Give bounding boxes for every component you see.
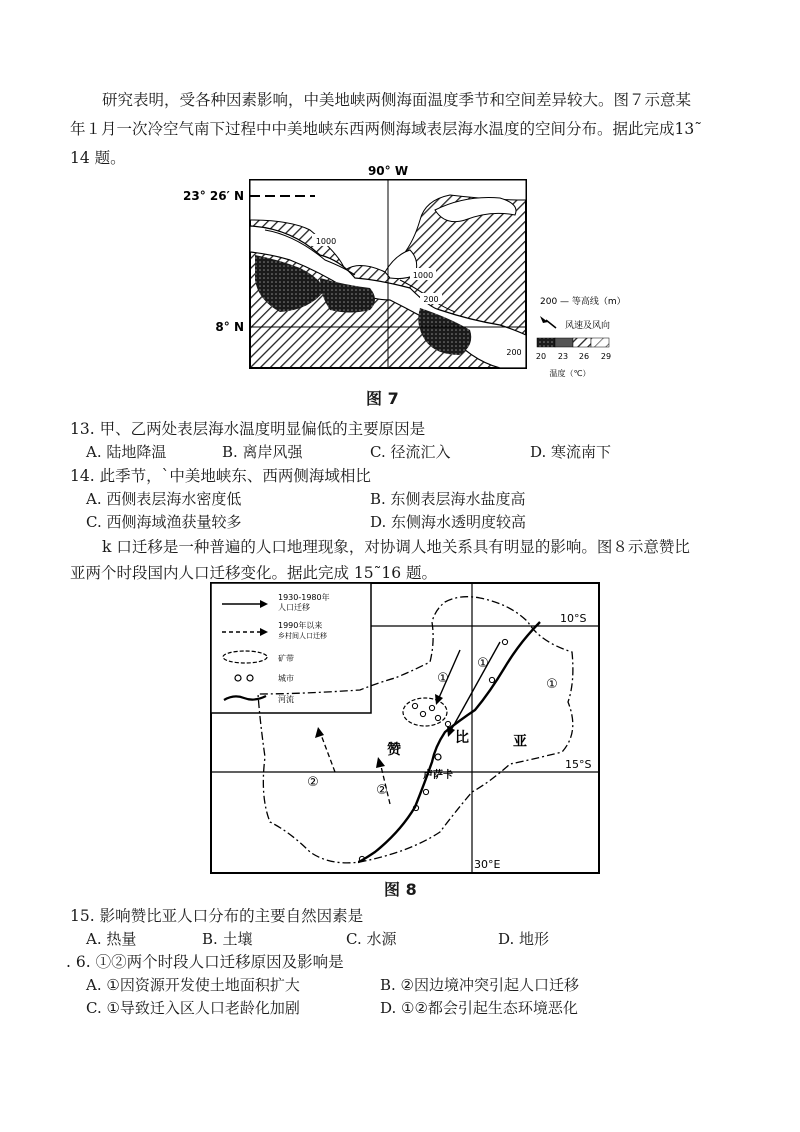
- fig8-marker-1: ①: [437, 671, 449, 686]
- q15-option-b[interactable]: B. 土壤: [202, 930, 253, 948]
- figure-7-map: [170, 160, 660, 385]
- figure-8-caption: 图 8: [384, 880, 417, 899]
- fig7-legend-contour: 200 — 等高线（m）: [540, 297, 626, 307]
- fig7-contour-label: 1000: [315, 237, 337, 246]
- question-16-stem: . 6. ①②两个时段人口迁移原因及影响是: [66, 953, 344, 971]
- fig7-scale-title: 温度（℃）: [549, 369, 591, 378]
- fig8-lat10-label: 10°S: [560, 612, 587, 625]
- fig7-lat-top: 23° 26′ N: [183, 189, 244, 203]
- fig7-lat-bottom: 8° N: [215, 320, 244, 334]
- intro2-line2: 亚两个时段国内人口迁移变化。据此完成 15˜16 题。: [70, 564, 438, 582]
- fig7-contour-label: 1000: [412, 271, 434, 280]
- intro2-line1: k 口迁移是一种普遍的人口地理现象，对协调人地关系具有明显的影响。图８示意赞比: [102, 538, 690, 556]
- fig7-scale-value: 23: [557, 352, 569, 361]
- question-13-stem: 13. 甲、乙两处表层海水温度明显偏低的主要原因是: [70, 420, 426, 438]
- q15-option-c[interactable]: C. 水源: [346, 930, 397, 948]
- q13-option-c[interactable]: C. 径流汇入: [370, 443, 451, 461]
- question-15-stem: 15. 影响赞比亚人口分布的主要自然因素是: [70, 907, 364, 925]
- intro1-line2: 年１月一次冷空气南下过程中中美地峡东西两侧海域表层海水温度的空间分布。据此完成13˜: [70, 120, 702, 138]
- question-14-stem: 14. 此季节，`中美地峡东、西两侧海域相比: [70, 467, 371, 485]
- fig8-legend-item5: 河流: [278, 695, 294, 704]
- q16-option-a[interactable]: A. ①因资源开发使土地面积扩大: [86, 976, 300, 994]
- fig7-scale-value: 20: [535, 352, 547, 361]
- fig8-legend-item1-a: 1930-1980年: [278, 593, 330, 602]
- q16-option-b[interactable]: B. ②因边境冲突引起人口迁移: [380, 976, 580, 994]
- q14-option-c[interactable]: C. 西侧海域渔获量较多: [86, 513, 242, 531]
- intro1-line3: 14 题。: [70, 149, 126, 167]
- q16-option-d[interactable]: D. ①②都会引起生态环境恶化: [380, 999, 578, 1017]
- q16-option-c[interactable]: C. ①导致迁入区人口老龄化加剧: [86, 999, 300, 1017]
- q15-option-d[interactable]: D. 地形: [498, 930, 550, 948]
- figure-7-caption: 图 7: [366, 389, 399, 408]
- fig8-legend-item2-a: 1990年以来: [278, 621, 323, 630]
- fig8-city-label: 卢萨卡: [423, 770, 453, 781]
- figure-8-map: [210, 582, 600, 874]
- q14-option-b[interactable]: B. 东侧表层海水盐度高: [370, 490, 526, 508]
- intro-paragraph-2: [70, 534, 742, 586]
- q13-option-a[interactable]: A. 陆地降温: [86, 443, 167, 461]
- fig8-lat15-label: 15°S: [565, 758, 592, 771]
- fig7-contour-label: 200: [506, 348, 522, 357]
- fig7-legend-wind: 风速及风向: [565, 321, 611, 331]
- fig8-legend-item1-b: 人口迁移: [278, 603, 310, 612]
- wind-arrow-icon: [540, 316, 548, 323]
- fig8-legend-item2-b: 乡村间人口迁移: [278, 632, 327, 640]
- fig8-country-char: 比: [455, 730, 469, 746]
- q13-option-b[interactable]: B. 离岸风强: [222, 443, 303, 461]
- fig8-country-char: 亚: [513, 734, 527, 750]
- fig8-marker-2: ②: [307, 775, 319, 790]
- fig8-marker-1: ①: [477, 656, 489, 671]
- fig8-marker-1: ①: [546, 677, 558, 692]
- fig7-scale-value: 29: [600, 352, 612, 361]
- q13-option-d[interactable]: D. 寒流南下: [530, 443, 612, 461]
- fig7-lon-label: 90° W: [367, 164, 409, 178]
- fig7-scale-value: 26: [578, 352, 590, 361]
- q15-option-a[interactable]: A. 热量: [86, 930, 137, 948]
- fig8-legend-item3: 矿带: [278, 654, 294, 663]
- fig8-lon30-label: 30°E: [474, 858, 501, 871]
- intro1-line1: 研究表明，受各种因素影响，中美地峡两侧海面温度季节和空间差异较大。图７示意某: [102, 91, 692, 109]
- fig8-marker-2: ②: [376, 783, 388, 798]
- fig8-legend-item4: 城市: [278, 674, 294, 683]
- fig8-country-char: 赞: [387, 742, 401, 758]
- q14-option-d[interactable]: D. 东侧海水透明度较高: [370, 513, 527, 531]
- fig7-legend: [536, 295, 626, 378]
- fig7-contour-label: 200: [423, 295, 439, 304]
- q14-option-a[interactable]: A. 西侧表层海水密度低: [86, 490, 242, 508]
